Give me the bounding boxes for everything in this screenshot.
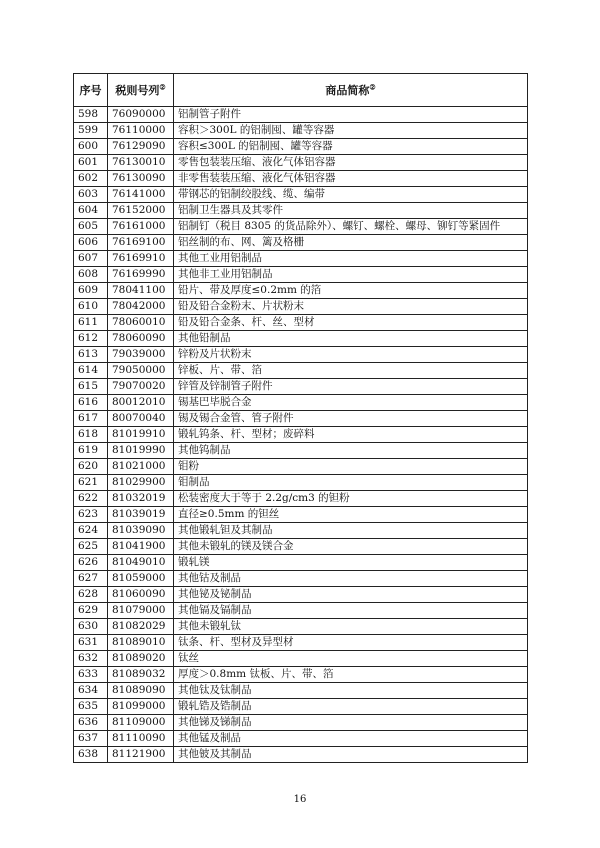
tariff-code-cell: 81019990	[108, 443, 174, 459]
header-code-label: 税则号列	[115, 83, 160, 97]
tariff-code-cell: 81021000	[108, 459, 174, 475]
product-name-cell: 锻轧镁	[174, 555, 528, 571]
tariff-code-cell: 81041900	[108, 539, 174, 555]
product-name-cell: 其他工业用铝制品	[174, 251, 528, 267]
seq-cell: 622	[74, 491, 108, 507]
header-name-footnote-mark: ②	[369, 81, 376, 91]
tariff-code-cell: 81059000	[108, 571, 174, 587]
header-code	[108, 74, 174, 107]
table-row	[74, 411, 528, 427]
product-name-cell: 非零售装装压缩、液化气体铝容器	[174, 171, 528, 187]
tariff-code-cell: 79070020	[108, 379, 174, 395]
table-row	[74, 379, 528, 395]
table-row	[74, 155, 528, 171]
table-row	[74, 539, 528, 555]
product-name-cell: 铅片、带及厚度≤0.2mm 的箔	[174, 283, 528, 299]
seq-cell: 618	[74, 427, 108, 443]
table-row	[74, 443, 528, 459]
table-row	[74, 507, 528, 523]
table-row	[74, 267, 528, 283]
tariff-code-cell: 78042000	[108, 299, 174, 315]
seq-cell: 630	[74, 619, 108, 635]
product-name-cell: 容积≤300L 的铝制囤、罐等容器	[174, 139, 528, 155]
table-row	[74, 363, 528, 379]
tariff-code-cell: 76141000	[108, 187, 174, 203]
seq-cell: 601	[74, 155, 108, 171]
product-name-cell: 铝制钉（税目 8305 的货品除外）、螺钉、螺栓、螺母、铆钉等紧固件	[174, 219, 528, 235]
seq-cell: 635	[74, 699, 108, 715]
tariff-code-cell: 76152000	[108, 203, 174, 219]
table-header	[74, 74, 528, 107]
product-name-cell: 铝制管子附件	[174, 107, 528, 123]
header-name-label: 商品简称	[325, 83, 370, 97]
tariff-code-cell: 81082029	[108, 619, 174, 635]
seq-cell: 637	[74, 731, 108, 747]
product-name-cell: 钼制品	[174, 475, 528, 491]
table-row	[74, 555, 528, 571]
table-row	[74, 491, 528, 507]
product-name-cell: 锌板、片、带、箔	[174, 363, 528, 379]
seq-cell: 617	[74, 411, 108, 427]
tariff-code-cell: 78060010	[108, 315, 174, 331]
seq-cell: 605	[74, 219, 108, 235]
tariff-code-cell: 76169100	[108, 235, 174, 251]
product-name-cell: 钛条、杆、型材及异型材	[174, 635, 528, 651]
product-name-cell: 零售包装装压缩、液化气体铝容器	[174, 155, 528, 171]
product-name-cell: 钼粉	[174, 459, 528, 475]
seq-cell: 603	[74, 187, 108, 203]
product-name-cell: 厚度＞0.8mm 钛板、片、带、箔	[174, 667, 528, 683]
table-row	[74, 635, 528, 651]
table-row	[74, 347, 528, 363]
table-row	[74, 203, 528, 219]
tariff-code-cell: 81089010	[108, 635, 174, 651]
seq-cell: 606	[74, 235, 108, 251]
table-row	[74, 731, 528, 747]
product-name-cell: 其他钛及钛制品	[174, 683, 528, 699]
header-seq	[74, 74, 108, 107]
table-row	[74, 187, 528, 203]
product-name-cell: 其他锻轧钽及其制品	[174, 523, 528, 539]
seq-cell: 620	[74, 459, 108, 475]
seq-cell: 614	[74, 363, 108, 379]
product-name-cell: 锌管及锌制管子附件	[174, 379, 528, 395]
tariff-table	[73, 73, 528, 763]
table-row	[74, 667, 528, 683]
product-name-cell: 锡基巴毕脱合金	[174, 395, 528, 411]
tariff-code-cell: 76130010	[108, 155, 174, 171]
seq-cell: 631	[74, 635, 108, 651]
tariff-code-cell: 81089020	[108, 651, 174, 667]
product-name-cell: 其他钨制品	[174, 443, 528, 459]
seq-cell: 624	[74, 523, 108, 539]
table-row	[74, 523, 528, 539]
product-name-cell: 铅及铅合金条、杆、丝、型材	[174, 315, 528, 331]
product-name-cell: 铅及铅合金粉末、片状粉末	[174, 299, 528, 315]
product-name-cell: 其他锰及制品	[174, 731, 528, 747]
seq-cell: 600	[74, 139, 108, 155]
tariff-code-cell: 76130090	[108, 171, 174, 187]
tariff-code-cell: 81121900	[108, 747, 174, 763]
product-name-cell: 钛丝	[174, 651, 528, 667]
product-name-cell: 锡及锡合金管、管子附件	[174, 411, 528, 427]
table-row	[74, 603, 528, 619]
tariff-code-cell: 76161000	[108, 219, 174, 235]
tariff-code-cell: 81039090	[108, 523, 174, 539]
tariff-code-cell: 76090000	[108, 107, 174, 123]
header-seq-label: 序号	[79, 83, 102, 97]
seq-cell: 615	[74, 379, 108, 395]
table-row	[74, 315, 528, 331]
seq-cell: 632	[74, 651, 108, 667]
seq-cell: 638	[74, 747, 108, 763]
tariff-code-cell: 78060090	[108, 331, 174, 347]
product-name-cell: 锻轧钨条、杆、型材；废碎料	[174, 427, 528, 443]
seq-cell: 623	[74, 507, 108, 523]
product-name-cell: 铝制卫生器具及其零件	[174, 203, 528, 219]
tariff-code-cell: 81029900	[108, 475, 174, 491]
tariff-code-cell: 79039000	[108, 347, 174, 363]
product-name-cell: 锻轧锆及锆制品	[174, 699, 528, 715]
table-row	[74, 651, 528, 667]
seq-cell: 602	[74, 171, 108, 187]
tariff-code-cell: 81089090	[108, 683, 174, 699]
seq-cell: 611	[74, 315, 108, 331]
table-row	[74, 283, 528, 299]
tariff-code-cell: 81060090	[108, 587, 174, 603]
product-name-cell: 其他未锻轧的镁及镁合金	[174, 539, 528, 555]
tariff-code-cell: 79050000	[108, 363, 174, 379]
table-row	[74, 235, 528, 251]
header-name	[174, 74, 528, 107]
seq-cell: 626	[74, 555, 108, 571]
tariff-code-cell: 76129090	[108, 139, 174, 155]
table-row	[74, 747, 528, 763]
product-name-cell: 其他铋及铋制品	[174, 587, 528, 603]
seq-cell: 628	[74, 587, 108, 603]
table-row	[74, 123, 528, 139]
product-name-cell: 其他钴及制品	[174, 571, 528, 587]
tariff-code-cell: 78041100	[108, 283, 174, 299]
tariff-code-cell: 81032019	[108, 491, 174, 507]
seq-cell: 633	[74, 667, 108, 683]
tariff-code-cell: 80012010	[108, 395, 174, 411]
tariff-code-cell: 81109000	[108, 715, 174, 731]
tariff-code-cell: 81049010	[108, 555, 174, 571]
table-row	[74, 427, 528, 443]
table-body	[74, 107, 528, 763]
tariff-code-cell: 81079000	[108, 603, 174, 619]
table-row	[74, 331, 528, 347]
table-row	[74, 251, 528, 267]
seq-cell: 613	[74, 347, 108, 363]
table-row	[74, 139, 528, 155]
table-row	[74, 395, 528, 411]
product-name-cell: 铝丝制的布、网、篱及格栅	[174, 235, 528, 251]
table-row	[74, 571, 528, 587]
seq-cell: 619	[74, 443, 108, 459]
seq-cell: 609	[74, 283, 108, 299]
tariff-code-cell: 81099000	[108, 699, 174, 715]
product-name-cell: 容积＞300L 的铝制囤、罐等容器	[174, 123, 528, 139]
tariff-code-cell: 76169910	[108, 251, 174, 267]
product-name-cell: 其他锑及锑制品	[174, 715, 528, 731]
tariff-code-cell: 81019910	[108, 427, 174, 443]
seq-cell: 599	[74, 123, 108, 139]
table-row	[74, 699, 528, 715]
tariff-code-cell: 80070040	[108, 411, 174, 427]
product-name-cell: 其他非工业用铝制品	[174, 267, 528, 283]
seq-cell: 621	[74, 475, 108, 491]
seq-cell: 629	[74, 603, 108, 619]
seq-cell: 636	[74, 715, 108, 731]
table-row	[74, 299, 528, 315]
product-name-cell: 锌粉及片状粉末	[174, 347, 528, 363]
product-name-cell: 直径≥0.5mm 的钽丝	[174, 507, 528, 523]
product-name-cell: 其他镉及镉制品	[174, 603, 528, 619]
seq-cell: 625	[74, 539, 108, 555]
product-name-cell: 其他铅制品	[174, 331, 528, 347]
table-row	[74, 219, 528, 235]
tariff-code-cell: 76110000	[108, 123, 174, 139]
table-row	[74, 683, 528, 699]
product-name-cell: 其他未锻轧钛	[174, 619, 528, 635]
table-row	[74, 107, 528, 123]
table-row	[74, 619, 528, 635]
table-row	[74, 459, 528, 475]
seq-cell: 604	[74, 203, 108, 219]
tariff-code-cell: 81089032	[108, 667, 174, 683]
header-row	[74, 74, 528, 107]
product-name-cell: 带钢芯的铝制绞股线、缆、编带	[174, 187, 528, 203]
table-row	[74, 715, 528, 731]
product-name-cell: 松装密度大于等于 2.2g/cm3 的钽粉	[174, 491, 528, 507]
seq-cell: 598	[74, 107, 108, 123]
header-code-footnote-mark: ②	[159, 81, 166, 91]
seq-cell: 607	[74, 251, 108, 267]
seq-cell: 608	[74, 267, 108, 283]
seq-cell: 612	[74, 331, 108, 347]
table-row	[74, 171, 528, 187]
tariff-code-cell: 81039019	[108, 507, 174, 523]
seq-cell: 610	[74, 299, 108, 315]
page-number: 16	[293, 794, 307, 805]
product-name-cell: 其他铍及其制品	[174, 747, 528, 763]
table-row	[74, 475, 528, 491]
table-row	[74, 587, 528, 603]
seq-cell: 627	[74, 571, 108, 587]
tariff-code-cell: 81110090	[108, 731, 174, 747]
seq-cell: 616	[74, 395, 108, 411]
tariff-code-cell: 76169990	[108, 267, 174, 283]
seq-cell: 634	[74, 683, 108, 699]
